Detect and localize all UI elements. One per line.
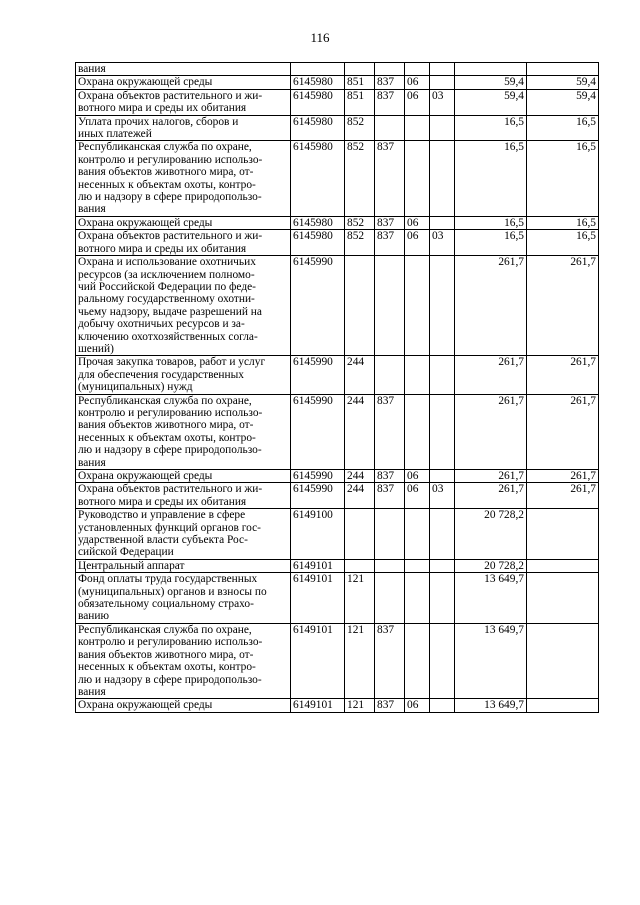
item-name-line: Уплата прочих налогов, сборов и xyxy=(78,115,239,128)
expense-type-cell: 244 xyxy=(345,483,375,509)
item-name-line: контролю и регулированию использо- xyxy=(78,636,263,649)
item-name-cell xyxy=(76,509,291,560)
amount-cell: 16,5 xyxy=(455,230,527,256)
section-cell: 06 xyxy=(405,699,430,712)
expense-type-cell: 852 xyxy=(345,141,375,216)
target-article-cell: 6149101 xyxy=(291,623,345,698)
admin-code-cell: 837 xyxy=(375,699,405,712)
target-article-cell: 6149101 xyxy=(291,573,345,624)
item-name-cell xyxy=(76,470,291,483)
item-name-cell xyxy=(76,699,291,712)
table-row xyxy=(76,76,599,89)
target-article-cell: 6145990 xyxy=(291,470,345,483)
item-name-cell xyxy=(76,394,291,469)
table-row xyxy=(76,115,599,141)
item-name-line: ванию xyxy=(78,610,109,623)
amount-cell: 59,4 xyxy=(455,89,527,115)
item-name-cell xyxy=(76,216,291,229)
expense-type-cell: 244 xyxy=(345,356,375,394)
admin-code-cell: 837 xyxy=(375,216,405,229)
target-article-cell: 6149101 xyxy=(291,699,345,712)
expense-type-cell: 121 xyxy=(345,573,375,624)
target-article-cell: 6145980 xyxy=(291,89,345,115)
table-row xyxy=(76,559,599,572)
item-name-line: иных платежей xyxy=(78,128,152,141)
table-row xyxy=(76,63,599,76)
item-name-line: вотного мира и среды их обитания xyxy=(78,242,247,255)
target-article-cell: 6145990 xyxy=(291,394,345,469)
table-row xyxy=(76,230,599,256)
target-article-cell: 6145990 xyxy=(291,256,345,356)
item-name-line: вания xyxy=(78,63,106,75)
table-body xyxy=(76,63,599,713)
admin-code-cell: 837 xyxy=(375,394,405,469)
expense-type-cell xyxy=(345,559,375,572)
expense-type-cell: 121 xyxy=(345,699,375,712)
item-name-cell xyxy=(76,623,291,698)
table-row xyxy=(76,509,599,560)
item-name-line: обязательному социальному страхо- xyxy=(78,598,254,611)
item-name-line: для обеспечения государственных xyxy=(78,368,244,381)
item-name-line: Охрана окружающей среды xyxy=(78,699,213,712)
page-number: 116 xyxy=(310,30,330,45)
item-name-line: ральному государственному охотни- xyxy=(78,293,255,306)
subsection-cell xyxy=(430,115,455,141)
admin-code-cell xyxy=(375,256,405,356)
amount-second-cell: 16,5 xyxy=(527,230,599,256)
expense-type-cell: 244 xyxy=(345,470,375,483)
item-name-line: контролю и регулированию использо- xyxy=(78,406,263,419)
amount-cell: 16,5 xyxy=(455,115,527,141)
item-name-line: несенных к объектам охоты, контро- xyxy=(78,178,256,191)
item-name-line: лю и надзору в сфере природопользо- xyxy=(78,444,262,457)
subsection-cell xyxy=(430,63,455,76)
amount-second-cell xyxy=(527,63,599,76)
section-cell: 06 xyxy=(405,76,430,89)
section-cell xyxy=(405,356,430,394)
subsection-cell xyxy=(430,509,455,560)
item-name-line: вания xyxy=(78,456,106,469)
subsection-cell xyxy=(430,76,455,89)
section-cell xyxy=(405,394,430,469)
item-name-cell xyxy=(76,256,291,356)
admin-code-cell xyxy=(375,559,405,572)
amount-second-cell: 16,5 xyxy=(527,216,599,229)
item-name-line: Республиканская служба по охране, xyxy=(78,141,252,154)
amount-cell: 13 649,7 xyxy=(455,623,527,698)
item-name-line: (муниципальных) органов и взносы по xyxy=(78,585,267,598)
table-row xyxy=(76,394,599,469)
amount-second-cell: 261,7 xyxy=(527,470,599,483)
item-name-line: лю и надзору в сфере природопользо- xyxy=(78,673,262,686)
item-name-line: Республиканская служба по охране, xyxy=(78,394,252,407)
expense-type-cell: 852 xyxy=(345,230,375,256)
target-article-cell: 6145980 xyxy=(291,141,345,216)
amount-cell: 20 728,2 xyxy=(455,509,527,560)
subsection-cell xyxy=(430,559,455,572)
amount-second-cell: 16,5 xyxy=(527,115,599,141)
item-name-line: Охрана окружающей среды xyxy=(78,76,213,89)
amount-second-cell xyxy=(527,573,599,624)
admin-code-cell: 837 xyxy=(375,89,405,115)
item-name-line: вания объектов животного мира, от- xyxy=(78,166,254,179)
item-name-line: несенных к объектам охоты, контро- xyxy=(78,431,256,444)
item-name-line: чьему надзору, выдаче разрешений на xyxy=(78,305,262,318)
item-name-line: вания xyxy=(78,203,106,216)
budget-table xyxy=(75,62,599,713)
expense-type-cell xyxy=(345,63,375,76)
amount-cell: 13 649,7 xyxy=(455,573,527,624)
table-row xyxy=(76,699,599,712)
item-name-line: ресурсов (за исключением полномо- xyxy=(78,268,255,281)
item-name-cell xyxy=(76,559,291,572)
expense-type-cell: 851 xyxy=(345,89,375,115)
item-name-line: ударственной власти субъекта Рос- xyxy=(78,534,248,547)
amount-second-cell xyxy=(527,559,599,572)
amount-second-cell xyxy=(527,623,599,698)
target-article-cell: 6145980 xyxy=(291,230,345,256)
subsection-cell xyxy=(430,356,455,394)
subsection-cell: 03 xyxy=(430,483,455,509)
section-cell: 06 xyxy=(405,483,430,509)
item-name-line: Фонд оплаты труда государственных xyxy=(78,573,258,586)
subsection-cell xyxy=(430,699,455,712)
table-row xyxy=(76,89,599,115)
amount-second-cell: 16,5 xyxy=(527,141,599,216)
section-cell xyxy=(405,573,430,624)
admin-code-cell: 837 xyxy=(375,230,405,256)
target-article-cell: 6149101 xyxy=(291,559,345,572)
item-name-line: Охрана окружающей среды xyxy=(78,216,213,229)
item-name-line: сийской Федерации xyxy=(78,546,174,559)
item-name-line: (муниципальных) нужд xyxy=(78,381,193,394)
amount-cell: 16,5 xyxy=(455,141,527,216)
subsection-cell xyxy=(430,256,455,356)
amount-second-cell: 261,7 xyxy=(527,483,599,509)
subsection-cell xyxy=(430,573,455,624)
amount-second-cell: 261,7 xyxy=(527,256,599,356)
item-name-line: вания xyxy=(78,685,106,698)
admin-code-cell: 837 xyxy=(375,470,405,483)
target-article-cell: 6149100 xyxy=(291,509,345,560)
amount-cell: 261,7 xyxy=(455,256,527,356)
amount-cell xyxy=(455,63,527,76)
table-row xyxy=(76,470,599,483)
subsection-cell xyxy=(430,141,455,216)
item-name-cell xyxy=(76,63,291,76)
admin-code-cell xyxy=(375,356,405,394)
expense-type-cell: 852 xyxy=(345,115,375,141)
section-cell: 06 xyxy=(405,470,430,483)
target-article-cell: 6145980 xyxy=(291,216,345,229)
table-row xyxy=(76,256,599,356)
amount-cell: 261,7 xyxy=(455,470,527,483)
amount-second-cell xyxy=(527,699,599,712)
amount-cell: 261,7 xyxy=(455,483,527,509)
subsection-cell xyxy=(430,216,455,229)
target-article-cell: 6145980 xyxy=(291,76,345,89)
admin-code-cell: 837 xyxy=(375,76,405,89)
subsection-cell xyxy=(430,394,455,469)
subsection-cell xyxy=(430,623,455,698)
item-name-line: вания объектов животного мира, от- xyxy=(78,419,254,432)
section-cell xyxy=(405,256,430,356)
item-name-line: шений) xyxy=(78,342,114,355)
target-article-cell: 6145980 xyxy=(291,115,345,141)
table-row xyxy=(76,216,599,229)
admin-code-cell: 837 xyxy=(375,141,405,216)
section-cell xyxy=(405,141,430,216)
expense-type-cell: 852 xyxy=(345,216,375,229)
item-name-line: контролю и регулированию использо- xyxy=(78,153,263,166)
section-cell xyxy=(405,63,430,76)
amount-cell: 261,7 xyxy=(455,394,527,469)
expense-type-cell: 121 xyxy=(345,623,375,698)
subsection-cell xyxy=(430,470,455,483)
admin-code-cell xyxy=(375,115,405,141)
item-name-line: чий Российской Федерации по феде- xyxy=(78,280,256,293)
amount-cell: 59,4 xyxy=(455,76,527,89)
item-name-line: Охрана и использование охотничьих xyxy=(78,256,256,269)
section-cell xyxy=(405,623,430,698)
table-row xyxy=(76,573,599,624)
item-name-line: Руководство и управление в сфере xyxy=(78,509,246,522)
item-name-cell xyxy=(76,141,291,216)
item-name-cell xyxy=(76,573,291,624)
table-row xyxy=(76,623,599,698)
amount-cell: 20 728,2 xyxy=(455,559,527,572)
expense-type-cell xyxy=(345,256,375,356)
amount-cell: 13 649,7 xyxy=(455,699,527,712)
item-name-line: вотного мира и среды их обитания xyxy=(78,102,247,115)
section-cell xyxy=(405,115,430,141)
target-article-cell: 6145990 xyxy=(291,483,345,509)
item-name-line: Охрана объектов растительного и жи- xyxy=(78,230,263,243)
item-name-line: вания объектов животного мира, от- xyxy=(78,648,254,661)
item-name-line: добычу охотничьих ресурсов и за- xyxy=(78,318,245,331)
section-cell xyxy=(405,509,430,560)
subsection-cell: 03 xyxy=(430,89,455,115)
item-name-cell xyxy=(76,230,291,256)
item-name-line: Охрана объектов растительного и жи- xyxy=(78,89,263,102)
amount-second-cell: 59,4 xyxy=(527,76,599,89)
amount-second-cell: 59,4 xyxy=(527,89,599,115)
item-name-line: Охрана объектов растительного и жи- xyxy=(78,483,263,496)
section-cell xyxy=(405,559,430,572)
amount-second-cell xyxy=(527,509,599,560)
item-name-cell xyxy=(76,76,291,89)
item-name-line: ключению охотхозяйственных согла- xyxy=(78,330,258,343)
amount-second-cell: 261,7 xyxy=(527,394,599,469)
table-row xyxy=(76,141,599,216)
admin-code-cell xyxy=(375,63,405,76)
amount-second-cell: 261,7 xyxy=(527,356,599,394)
expense-type-cell xyxy=(345,509,375,560)
item-name-line: установленных функций органов гос- xyxy=(78,521,261,534)
admin-code-cell: 837 xyxy=(375,623,405,698)
item-name-line: вотного мира и среды их обитания xyxy=(78,495,247,508)
expense-type-cell: 244 xyxy=(345,394,375,469)
item-name-line: Республиканская служба по охране, xyxy=(78,623,252,636)
item-name-line: лю и надзору в сфере природопользо- xyxy=(78,191,262,204)
subsection-cell: 03 xyxy=(430,230,455,256)
item-name-line: Прочая закупка товаров, работ и услуг xyxy=(78,356,266,369)
target-article-cell: 6145990 xyxy=(291,356,345,394)
item-name-line: несенных к объектам охоты, контро- xyxy=(78,661,256,674)
item-name-cell xyxy=(76,356,291,394)
table-row xyxy=(76,356,599,394)
target-article-cell xyxy=(291,63,345,76)
table-row xyxy=(76,483,599,509)
section-cell: 06 xyxy=(405,230,430,256)
expense-type-cell: 851 xyxy=(345,76,375,89)
item-name-line: Охрана окружающей среды xyxy=(78,470,213,482)
admin-code-cell: 837 xyxy=(375,483,405,509)
amount-cell: 261,7 xyxy=(455,356,527,394)
amount-cell: 16,5 xyxy=(455,216,527,229)
section-cell: 06 xyxy=(405,89,430,115)
item-name-cell xyxy=(76,483,291,509)
admin-code-cell xyxy=(375,573,405,624)
item-name-cell xyxy=(76,115,291,141)
item-name-cell xyxy=(76,89,291,115)
admin-code-cell xyxy=(375,509,405,560)
item-name-line: Центральный аппарат xyxy=(78,559,185,572)
section-cell: 06 xyxy=(405,216,430,229)
